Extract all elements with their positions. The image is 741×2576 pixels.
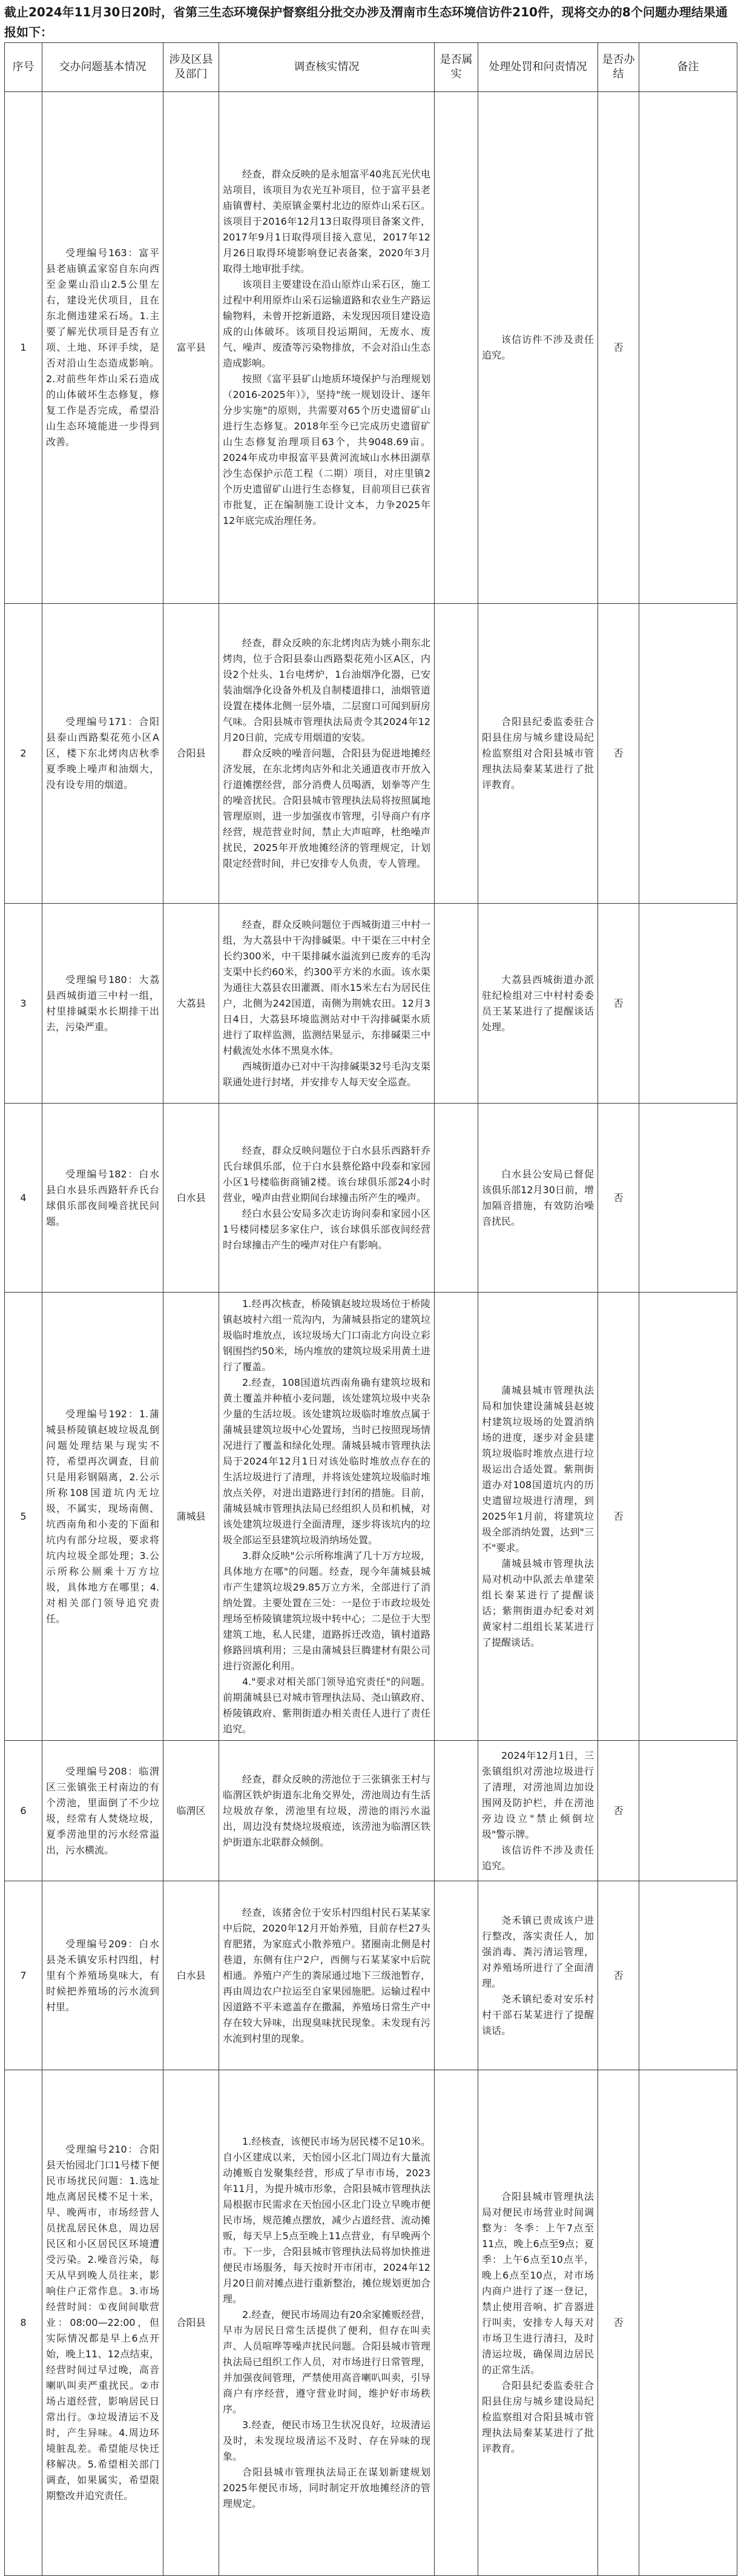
cell-district: 白水县 bbox=[163, 1104, 219, 1293]
cell-closed: 否 bbox=[598, 2070, 639, 2576]
cell-verified bbox=[435, 1741, 478, 1881]
document-page bbox=[4, 0, 737, 2509]
cell-basic-info bbox=[42, 1741, 163, 1881]
cell-verified bbox=[435, 604, 478, 904]
header-investigation: 调查核实情况 bbox=[219, 43, 435, 92]
cell-closed: 否 bbox=[598, 1293, 639, 1741]
paragraph: 经查，群众反映的东北烤肉店为姚小荆东北烤肉，位于合阳县泰山西路梨花苑小区A区，内设2个灶头、1台电烤炉，1台油烟净化器，已安装油烟净化设备外机及自制楼道排口，油烟管道设置在楼体北侧一层外墙，二层窗口可闻到厨房气味。合阳县城市管理执法局责令其2024年12月20日前，完成专用烟道的安装。 bbox=[223, 637, 430, 743]
cell-closed: 否 bbox=[598, 1881, 639, 2070]
header-verified: 是否属实 bbox=[435, 43, 478, 92]
document-title: 截止2024年11月30日20时，省第三生态环境保护督察组分批交办涉及渭南市生态环境信访件210件，现将交办的8个问题办理结果通报如下： bbox=[4, 5, 728, 39]
table-row bbox=[5, 1881, 737, 2070]
cell-district: 合阳县 bbox=[163, 2070, 219, 2576]
cell-investigation bbox=[219, 92, 435, 604]
header-basic-info: 交办问题基本情况 bbox=[42, 43, 163, 92]
paragraph: 2.经查，便民市场周边有20余家摊贩经营，早市为居民日常生活提供了便利，但存在叫卖声、人员喧哗等噪声扰民问题。合阳县城市管理执法局已组织工作人员，对市场进行日常管理，并加强夜间管理，严禁使用高音喇叭叫卖，引导商户有序经营，遵守营业时间，维护好市场秩序。 bbox=[223, 2309, 430, 2415]
paragraph: 2.经查，108国道坑西南角确有建筑垃圾和黄土覆盖并种植小麦问题，该处建筑垃圾中夹杂少量的生活垃圾。该处建筑垃圾临时堆放点属于蒲城县建筑垃圾中心处置场，当时已按照现场情况进行了覆盖和绿化处理。蒲城县城市管理执法局于2024年12月1日对该处临时堆放点存在的生活垃圾进行了清理，并将该处建筑垃圾临时堆放点关停，对进出道路进行封闭的措施。目前，蒲城县城市管理执法局已经组织人员和机械，对该处建筑垃圾进行全面清理，逐步将该坑内的垃圾全部运至县建筑垃圾消纳场处置。 bbox=[223, 1376, 430, 1546]
cell-closed: 否 bbox=[598, 1741, 639, 1881]
cell-handling bbox=[478, 604, 598, 904]
cell-verified bbox=[435, 92, 478, 604]
issues-table bbox=[4, 42, 737, 2576]
cell-verified bbox=[435, 904, 478, 1104]
cell-number: 8 bbox=[5, 2070, 42, 2576]
paragraph: 经查，群众反映的涝池位于三张镇张王村与临渭区铁炉街道东北角交界处，涝池周边有生活垃圾放存象，涝池里有垃圾，涝池的雨污水溢出，周边没有焚烧垃圾痕迹，该涝池为临渭区铁炉街道东北联群众倾倒。 bbox=[223, 1773, 430, 1848]
paragraph: 合阳县纪委监委驻合阳县住房与城乡建设局纪检监察组对合阳县城市管理执法局秦某某进行了批评教育。 bbox=[482, 716, 594, 790]
cell-closed: 否 bbox=[598, 604, 639, 904]
paragraph: 经查，该猪舍位于安乐村四组村民石某某家中后院，2020年12月开始养殖，目前存栏27头育肥猪，为家庭式小散养殖户。猪圈南北侧是村巷道，东侧有住户2户，西侧与石某某家中后院相通。养殖户产生的粪尿通过地下三级池暂存，再由周边农户拉运至自家果园施肥。运输过程中因道路不平未遮盖存在撒漏，养殖场日常生产中存在较大异味，出现臭味扰民现象。未发现有污水流到村里的现象。 bbox=[223, 1906, 430, 2044]
cell-verified bbox=[435, 1881, 478, 2070]
table-row bbox=[5, 604, 737, 904]
cell-number: 7 bbox=[5, 1881, 42, 2070]
table-row bbox=[5, 2070, 737, 2576]
cell-investigation bbox=[219, 1104, 435, 1293]
cell-verified bbox=[435, 2070, 478, 2576]
paragraph: 4."要求对相关部门领导追究责任"的问题。前期蒲城县已对城市管理执法局、尧山镇政府、桥陵镇政府、紫荆街道办相关责任人进行了责任追究。 bbox=[223, 1675, 430, 1735]
paragraph: 受理编号209：白水县尧禾镇安乐村四组，村里有个养殖场臭味大，有时候把养殖场的污水流到村里。 bbox=[46, 1938, 159, 2013]
cell-handling bbox=[478, 1741, 598, 1881]
cell-closed: 否 bbox=[598, 92, 639, 604]
cell-verified bbox=[435, 1293, 478, 1741]
cell-remark bbox=[639, 1741, 737, 1881]
paragraph: 蒲城县城市管理执法局和加快建设蒲城县赵坡村建筑垃圾场的处置消纳场的进度，逐步对金县建筑垃圾临时堆放点进行垃圾运出合适处置。紫荆街道办对108国道坑内的历史遗留垃圾进行清理，到2025年1月前，将建筑垃圾全部消纳处置，达到"三不"要求。 bbox=[482, 1384, 594, 1554]
paragraph: 该信访件不涉及责任追究。 bbox=[482, 334, 594, 361]
cell-handling bbox=[478, 2070, 598, 2576]
paragraph: 受理编号210：合阳县天怡园北门口1号楼下便民市场扰民问题：1.选址地点离居民楼不足十米，早、晚两市，市场经营人员扰乱居民休息，周边居民区和小区居民区环境遭受污染。2.噪音污染，每天从早到晚人员往来，影响住户正常作息。3.市场经营时间：①夜间间歇营业：08:00—22:00，但实际情况都是早上6点开始，晚上11、12点结束，经营时间过早过晚，高音喇叭叫卖严重扰民。②市场占道经营，影响居民日常出行。③垃圾清运不及时，产生异味。4.周边环境脏乱差。希望能尽快迁移解决。5.希望相关部门调查，如果属实，希望限期整改并追究责任。 bbox=[46, 2144, 159, 2502]
paragraph: 2024年12月1日，三张镇组织对涝池垃圾进行了清理，对涝池周边加设围网及防护栏，并在涝池旁边设立"禁止倾倒垃圾"警示牌。 bbox=[482, 1749, 594, 1840]
cell-district: 合阳县 bbox=[163, 604, 219, 904]
paragraph: 群众反映的噪音问题，合阳县为促进地摊经济发展，在东北烤肉店外和北关通道夜市开放入行道摊摆经营，部分消费人员喝酒，划拳等产生的噪音扰民。合阳县城市管理执法局将按照属地管理原则，进一步加强夜市管理，引导商户有序经营，规范营业时间，禁止大声喧哗，杜绝噪声扰民，2025年开放地摊经济的管理规定，计划限定经营时间，并已安排专人负责，专人管理。 bbox=[223, 747, 430, 869]
paragraph: 合阳县城市管理执法局正在谋划新建规划2025年便民市场，同时制定开放地摊经济的管理规定。 bbox=[223, 2466, 430, 2509]
header-closed: 是否办结 bbox=[598, 43, 639, 92]
cell-investigation bbox=[219, 1741, 435, 1881]
table-row bbox=[5, 904, 737, 1104]
table-row bbox=[5, 1293, 737, 1741]
cell-basic-info bbox=[42, 604, 163, 904]
cell-basic-info bbox=[42, 904, 163, 1104]
cell-closed: 否 bbox=[598, 904, 639, 1104]
paragraph: 1.经再次核查，桥陵镇赵坡垃圾场位于桥陵镇赵坡村六组一荒沟内，为蒲城县指定的建筑垃圾临时堆放点，该垃圾场大门口南北方向设立彩钢围挡约50米，场内堆放的建筑垃圾采用黄土进行了覆盖。 bbox=[223, 1297, 430, 1372]
cell-basic-info bbox=[42, 1293, 163, 1741]
cell-district: 白水县 bbox=[163, 1881, 219, 2070]
cell-verified bbox=[435, 1104, 478, 1293]
cell-remark bbox=[639, 1293, 737, 1741]
header-number: 序号 bbox=[5, 43, 42, 92]
cell-remark bbox=[639, 904, 737, 1104]
paragraph: 该项目主要建设在沿山原炸山采石区，施工过程中利用原炸山采石运输道路和农业生产路运输物料，未曾开挖新道路，未发现因项目建设造成的山体破坏。该项目投运期间，无废水、废气、噪声、废渣等污染物排放，不会对沿山生态造成影响。 bbox=[223, 279, 430, 369]
paragraph: 蒲城县城市管理执法局对机动中队派去单建荣组长秦某进行了提醒谈话；紫荆街道办纪委对刘黄家村二组组长某某进行了提醒谈话。 bbox=[482, 1557, 594, 1648]
cell-basic-info bbox=[42, 2070, 163, 2576]
paragraph: 受理编号180：大荔县西城街道三中村一组，村里排碱渠水长期排干出去，污染严重。 bbox=[46, 973, 159, 1033]
cell-basic-info bbox=[42, 92, 163, 604]
paragraph: 受理编号163：富平县老庙镇孟家窑自东向西至金粟山沿山2.5公里左右，建设光伏项目，且在东北侧违建采石场。1.主要了解光伏项目是否有立项、土地、环评手续，是否对沿山生态造成影响。2.对前些年炸山采石造成的山体破坏生态修复，修复工作是否完成，希望沿山生态环境能进一步得到改善。 bbox=[46, 247, 159, 448]
paragraph: 该信访件不涉及责任追究。 bbox=[482, 1844, 594, 1872]
paragraph: 西城街道办已对中干沟排碱渠32号毛沟支渠联通处进行封堵，并安排专人每天安全巡查。 bbox=[223, 1060, 430, 1088]
paragraph: 受理编号208：临渭区三张镇张王村南边的有个涝池，里面倒了不少垃圾，经常有人焚烧垃圾，夏季涝池里的污水经常溢出，污水横流。 bbox=[46, 1765, 159, 1856]
paragraph: 尧禾镇纪委对安乐村村干部石某某进行了提醒谈话。 bbox=[482, 1993, 594, 2036]
cell-district: 临渭区 bbox=[163, 1741, 219, 1881]
paragraph: 合阳县城市管理执法局对便民市场营业时间调整为：冬季：上午7点至11点，晚上6点至9点；夏季：上午6点至10点半，晚上6点至10点，对市场内商户进行了逐一登记，禁止使用音响、扩音器进行叫卖，安排专人每天对市场卫生进行清扫，及时清运垃圾，确保周边居民的正常生活。 bbox=[482, 2191, 594, 2376]
paragraph: 受理编号171：合阳县泰山西路梨花苑小区A区，楼下东北烤肉店秋季夏季晚上噪声和油烟大，没有设专用的烟道。 bbox=[46, 716, 159, 790]
paragraph: 经查，群众反映问题位于西城街道三中村一组，为大荔县中干沟排碱渠。中干渠在三中村全长约300米，中干渠排碱水溢流到已废弃的毛沟支渠中长约60米，约300平方米的水面。该水渠为通往大荔县农田灌溉、雨水15米左右为居民住户，北侧为242国道，南侧为荆姚农田。12月3日4日，大荔县环境监测站对中干沟排碱渠水质进行了取样监测，监测结果显示，东排碱渠三中村截流处水体不黑臭水体。 bbox=[223, 918, 430, 1056]
cell-remark bbox=[639, 1104, 737, 1293]
paragraph: 大荔县西城街道办派驻纪检组对三中村村委委员王某某进行了提醒谈话处理。 bbox=[482, 973, 594, 1033]
cell-handling bbox=[478, 92, 598, 604]
paragraph: 经查，群众反映问题位于白水县乐西路轩乔氏台球俱乐部，位于白水县蔡伦路中段泰和家园小区1号楼临街商铺2楼。该台球俱乐部24小时营业，噪声由营业期间台球撞击所产生的噪声。 bbox=[223, 1144, 430, 1204]
paragraph: 受理编号182：白水县白水县乐西路轩乔氏台球俱乐部夜间噪音扰民问题。 bbox=[46, 1168, 159, 1227]
paragraph: 受理编号192：1.蒲城县桥陵镇赵坡垃圾乱倒问题处理结果与现实不符，希望再次调查，目前只是用彩钢隔离，2.公示所称108国道坑内无垃圾，不属实，现场南侧、坑西南角和小麦的下面和坑内有部分垃圾，要求将坑内垃圾全部处理；3.公示所称公厕乘十万方垃圾，具体地方在哪里；4.对相关部门领导追究责任。 bbox=[46, 1408, 159, 1624]
paragraph: 尧禾镇已责成该户进行整改，落实责任人，加强消毒、粪污清运管理，对养殖场所进行了全面清理。 bbox=[482, 1914, 594, 1989]
cell-handling bbox=[478, 1881, 598, 2070]
table-row bbox=[5, 92, 737, 604]
paragraph: 经查，群众反映的是永旭富平40兆瓦光伏电站项目，该项目为农光互补项目，位于富平县老庙镇曹村、美原镇金粟村北边的原炸山采石区。该项目于2016年12月13日取得项目备案文件，2017年9月1日取得项目接入意见，2017年12月26日取得环境影响登记表备案，2020年3月取得土地审批手续。 bbox=[223, 168, 430, 274]
cell-number: 6 bbox=[5, 1741, 42, 1881]
cell-remark bbox=[639, 92, 737, 604]
cell-remark bbox=[639, 2070, 737, 2576]
cell-number: 5 bbox=[5, 1293, 42, 1741]
cell-district: 富平县 bbox=[163, 92, 219, 604]
cell-remark bbox=[639, 1881, 737, 2070]
paragraph: 合阳县纪委监委驻合阳县住房与城乡建设局纪检监察组对合阳县城市管理执法局秦某某进行了批评教育。 bbox=[482, 2380, 594, 2454]
paragraph: 白水县公安局已督促该俱乐部12月30日前，增加隔音措施，有效防治噪音扰民。 bbox=[482, 1168, 594, 1227]
cell-number: 4 bbox=[5, 1104, 42, 1293]
cell-closed: 否 bbox=[598, 1104, 639, 1293]
cell-remark bbox=[639, 604, 737, 904]
cell-investigation bbox=[219, 904, 435, 1104]
cell-investigation bbox=[219, 1293, 435, 1741]
header-handling: 处理处罚和问责情况 bbox=[478, 43, 598, 92]
header-district: 涉及区县及部门 bbox=[163, 43, 219, 92]
table-row bbox=[5, 1741, 737, 1881]
cell-basic-info bbox=[42, 1881, 163, 2070]
cell-basic-info bbox=[42, 1104, 163, 1293]
cell-district: 大荔县 bbox=[163, 904, 219, 1104]
cell-number: 3 bbox=[5, 904, 42, 1104]
cell-investigation bbox=[219, 1881, 435, 2070]
cell-handling bbox=[478, 1293, 598, 1741]
paragraph: 3.经查，便民市场卫生状况良好，垃圾清运及时，未发现垃圾清运不及时、存在异味的现象。 bbox=[223, 2419, 430, 2462]
cell-handling bbox=[478, 904, 598, 1104]
cell-district: 蒲城县 bbox=[163, 1293, 219, 1741]
table-row bbox=[5, 1104, 737, 1293]
cell-investigation bbox=[219, 604, 435, 904]
header-remark: 备注 bbox=[639, 43, 737, 92]
cell-investigation bbox=[219, 2070, 435, 2576]
table-header-row bbox=[5, 43, 737, 92]
paragraph: 经白水县公安局多次走访询问泰和家园小区1号楼同楼层多家住户，该台球俱乐部夜间经营时台球撞击产生的噪声对住户有影响。 bbox=[223, 1207, 430, 1251]
paragraph: 1.经核查，该便民市场为居民楼不足10米。自小区建成以来，天怡园小区北门周边有大量流动摊贩自发聚集经营，形成了早市市场，2023年11月，为提升城市形象，合阳县城市管理执法局根据市民需求在天怡园小区北门设立早晚市便民市场，规范摊点摆放，减少占道经营、流动摊贩，每天早上5点至晚上11点营业，有早晚两个市。下一步，合阳县城市管理执法局将加快推进便民市场服务，每天按时开市闭市，2024年12月20日前对摊点进行重新整治，摊位规划更加合理。 bbox=[223, 2136, 430, 2305]
paragraph: 3.群众反映"公示所称堆满了几十万方垃圾，具体地方在哪"的问题。经查，现今年蒲城县城市产生建筑垃圾29.85万立方米，全部进行了消纳处置。主要处置在三处：一是位于市政垃圾处理场至桥陵镇建筑垃圾中转中心；二是位于大型建筑工地，私人民建，道路拆迁改造，镇村道路修路回填利用；三是由蒲城县巨腾建材有限公司进行资源化利用。 bbox=[223, 1549, 430, 1672]
cell-number: 1 bbox=[5, 92, 42, 604]
cell-number: 2 bbox=[5, 604, 42, 904]
paragraph: 按照《富平县矿山地质环境保护与治理规划（2016-2025年）》，坚持"统一规划设计、逐年分步实施"的原则，共需要对65个历史遗留矿山进行生态修复。2018年至今已完成历史遗留矿山生态修复治理项目63个，共9048.69亩。2024年成功申报富平县黄河流域山水林田湖草沙生态保护示范工程（二期）项目，对庄里镇2个历史遗留矿山进行生态修复，目前项目已获省市批复，正在编制施工设计文本，力争2025年12年底完成治理任务。 bbox=[223, 373, 430, 526]
cell-handling bbox=[478, 1104, 598, 1293]
